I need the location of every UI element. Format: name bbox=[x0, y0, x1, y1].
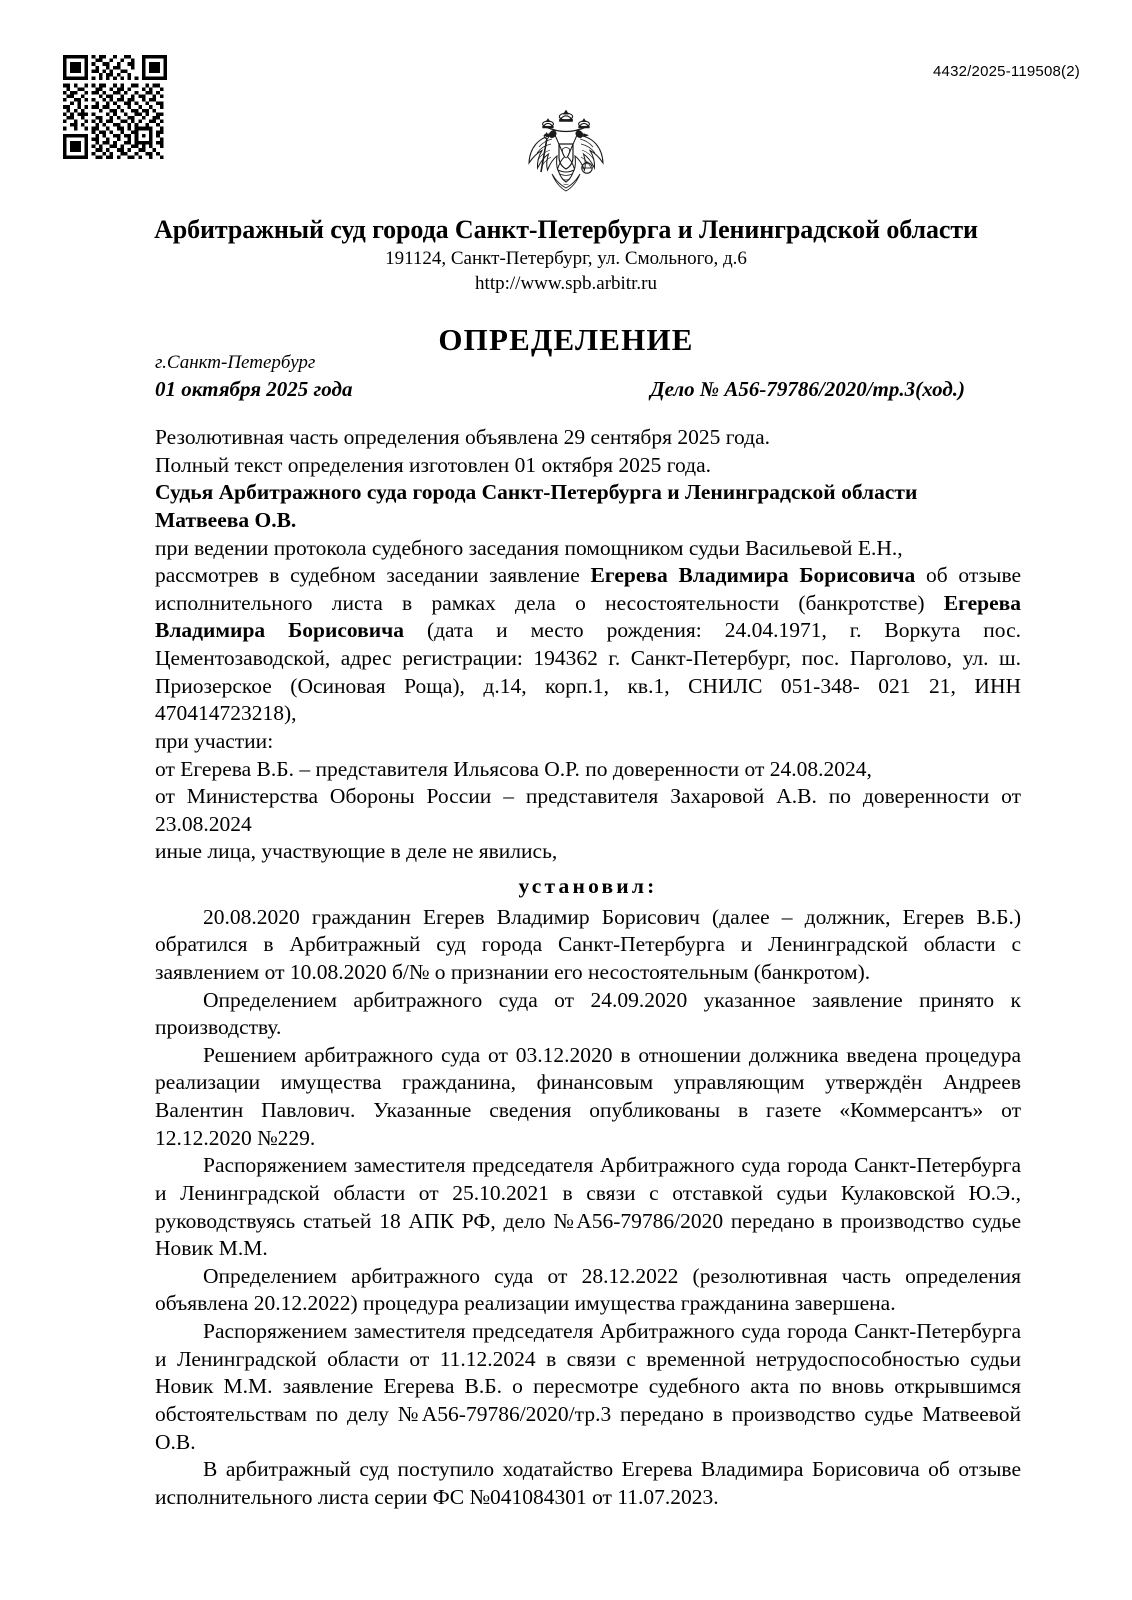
document-date: 01 октября 2025 года bbox=[155, 376, 353, 401]
date-case-row bbox=[155, 377, 1017, 402]
case-number: Дело № А56-79786/2020/тр.3(ход.) bbox=[650, 376, 965, 401]
considered-middle: об отзыве исполнительного листа в рамках дела о несостоятельности (банкротстве) bbox=[155, 563, 1022, 615]
court-name: Арбитражный суд города Санкт-Петербурга и Ленинградской области bbox=[154, 215, 978, 244]
established-paragraph: В арбитражный суд поступило ходатайство Егерева Владимира Борисовича об отзыве исполнительного листа серии ФС №041084301 от 11.07.2023. bbox=[155, 1457, 1021, 1509]
other-persons-line: иные лица, участвующие в деле не явились, bbox=[155, 839, 558, 864]
debtor-details: (дата и место рождения: 24.04.1971, г. Воркута пос. Цементозаводской, адрес регистрации: 194362 г. Санкт-Петербург, пос. Парголово, ул. ш. Приозерское (Осиновая Роща), д.14, корп.1, кв.1, СНИЛС 051-348- 021 21, ИНН 470414723218), bbox=[155, 618, 1021, 726]
participation-label: при участии: bbox=[155, 728, 274, 753]
established-paragraph: Решением арбитражного суда от 03.12.2020 в отношении должника введена процедура реализации имущества гражданина, финансовым управляющим утверждён Андреев Валентин Павлович. Указанные сведения опубликованы в газете «Коммерсантъ» от 12.12.2020 №229. bbox=[155, 1042, 1021, 1150]
judge-name: Матвеева О.В. bbox=[155, 507, 297, 532]
court-header bbox=[0, 215, 1132, 358]
established-paragraph: Распоряжением заместителя председателя Арбитражного суда города Санкт-Петербурга и Ленинградской области от 25.10.2021 в связи с отставкой судьи Кулаковской Ю.Э., руководствуясь статьей 18 АПК РФ, дело №А56-79786/2020 передано в производство судье Новик М.М. bbox=[155, 1153, 1021, 1261]
city-label: г.Санкт-Петербург bbox=[155, 352, 316, 373]
document-meta bbox=[155, 351, 1017, 402]
participant-debtor-representative: от Егерева В.Б. – представителя Ильясова О.Р. по доверенности от 24.08.2024, bbox=[155, 756, 872, 781]
document-title: ОПРЕДЕЛЕНИЕ bbox=[438, 321, 694, 357]
debtor-name: Егерева Владимира Борисовича bbox=[155, 590, 1021, 643]
established-paragraph: Распоряжением заместителя председателя Арбитражного суда города Санкт-Петербурга и Ленинградской области от 11.12.2024 в связи с временной нетрудоспособностью судьи Новик М.М. заявление Егерева В.Б. о пересмотре судебного акта по вновь открывшимся обстоятельствам по делу №А56-79786/2020/тр.3 передано в производство судье Матвеевой О.В. bbox=[155, 1319, 1021, 1454]
full-text-line: Полный текст определения изготовлен 01 октября 2025 года. bbox=[155, 452, 712, 477]
established-heading: установил: bbox=[518, 874, 658, 898]
document-number: 4432/2025-119508(2) bbox=[933, 63, 1080, 80]
applicant-name-1: Егерева Владимира Борисовича bbox=[590, 563, 916, 588]
document-body bbox=[155, 424, 1021, 1511]
resolutive-part-line: Резолютивная часть определения объявлена 29 сентября 2025 года. bbox=[155, 425, 771, 449]
established-paragraph: Определением арбитражного суда от 24.09.2020 указанное заявление принято к производству. bbox=[155, 987, 1021, 1040]
protocol-line: при ведении протокола судебного заседания помощником судьи Васильевой Е.Н., bbox=[155, 535, 903, 560]
considered-prefix: рассмотрев в судебном заседании заявление bbox=[155, 563, 591, 588]
considered-statement bbox=[155, 562, 1021, 728]
participant-ministry-representative: от Министерства Обороны России – представителя Захаровой А.В. по доверенности от 23.08.2024 bbox=[155, 784, 1021, 836]
coat-of-arms-icon bbox=[0, 104, 1132, 209]
established-paragraph: Определением арбитражного суда от 28.12.2022 (резолютивная часть определения объявлена 20.12.2022) процедура реализации имущества гражданина завершена. bbox=[155, 1263, 1021, 1316]
court-address: 191124, Санкт-Петербург, ул. Смольного, д.6 bbox=[385, 247, 747, 269]
court-website-url: http://www.spb.arbitr.ru bbox=[475, 272, 657, 294]
established-paragraph: 20.08.2020 гражданин Егерев Владимир Борисович (далее – должник, Егерев В.Б.) обратился в Арбитражный суд города Санкт-Петербурга и Ленинградской области с заявлением от 10.08.2020 б/№ о признании его несостоятельным (банкротом). bbox=[155, 904, 1021, 984]
judge-line-1: Судья Арбитражного суда города Санкт-Петербурга и Ленинградской области bbox=[155, 480, 918, 505]
